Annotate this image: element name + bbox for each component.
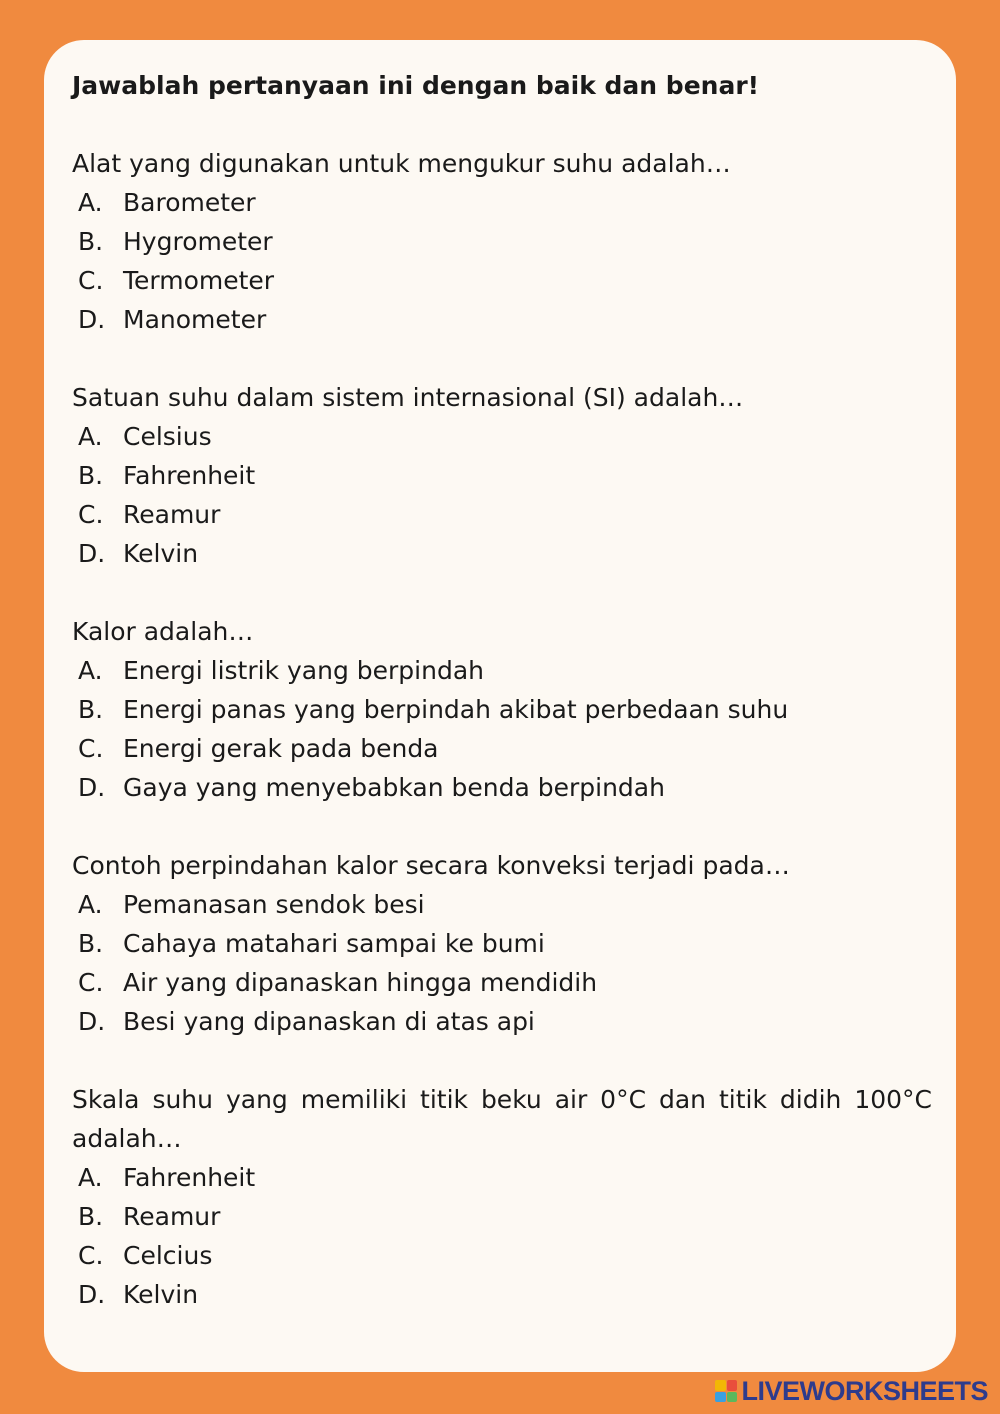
brand-name: LIVEWORKSHEETS (741, 1375, 988, 1406)
option-b[interactable] (72, 690, 932, 729)
option-letter: A. (78, 188, 103, 217)
option-letter: A. (78, 422, 103, 451)
option-letter: D. (78, 305, 106, 334)
logo-tile (727, 1380, 738, 1391)
option-b[interactable] (72, 456, 932, 495)
option-text: Air yang dipanaskan hingga mendidih (123, 968, 598, 997)
option-d[interactable] (72, 1275, 932, 1314)
question-1 (72, 144, 932, 339)
liveworksheets-logo-icon (715, 1380, 737, 1402)
option-d[interactable] (72, 534, 932, 573)
option-c[interactable] (72, 729, 932, 768)
option-text: Energi panas yang berpindah akibat perbedaan suhu (123, 695, 789, 724)
logo-tile (715, 1380, 726, 1391)
question-text: Satuan suhu dalam sistem internasional (SI) adalah… (72, 383, 744, 412)
option-text: Fahrenheit (123, 1163, 256, 1192)
option-letter: D. (78, 1007, 106, 1036)
option-c[interactable] (72, 261, 932, 300)
question-text: Alat yang digunakan untuk mengukur suhu adalah… (72, 149, 731, 178)
option-letter: C. (78, 968, 104, 997)
option-text: Reamur (123, 500, 221, 529)
option-a[interactable] (72, 1158, 932, 1197)
question-4 (72, 846, 932, 1041)
option-text: Celsius (123, 422, 212, 451)
option-letter: D. (78, 539, 106, 568)
option-b[interactable] (72, 1197, 932, 1236)
option-letter: C. (78, 266, 104, 295)
option-text: Fahrenheit (123, 461, 256, 490)
worksheet-content (72, 66, 932, 1353)
option-letter: B. (78, 461, 104, 490)
option-text: Termometer (123, 266, 275, 295)
liveworksheets-brand[interactable] (715, 1374, 988, 1408)
question-text: Kalor adalah… (72, 617, 254, 646)
option-d[interactable] (72, 300, 932, 339)
option-text: Hygrometer (123, 227, 273, 256)
option-b[interactable] (72, 924, 932, 963)
question-3 (72, 612, 932, 807)
option-letter: C. (78, 1241, 104, 1270)
question-2 (72, 378, 932, 573)
option-text: Barometer (123, 188, 256, 217)
option-a[interactable] (72, 885, 932, 924)
option-b[interactable] (72, 222, 932, 261)
option-c[interactable] (72, 495, 932, 534)
option-text: Energi gerak pada benda (123, 734, 439, 763)
option-letter: C. (78, 500, 104, 529)
option-d[interactable] (72, 1002, 932, 1041)
option-d[interactable] (72, 768, 932, 807)
option-text: Pemanasan sendok besi (123, 890, 425, 919)
option-a[interactable] (72, 183, 932, 222)
option-letter: A. (78, 1163, 103, 1192)
option-letter: A. (78, 890, 103, 919)
question-text: Contoh perpindahan kalor secara konveksi terjadi pada… (72, 851, 790, 880)
option-text: Gaya yang menyebabkan benda berpindah (123, 773, 665, 802)
option-text: Energi listrik yang berpindah (123, 656, 484, 685)
option-text: Reamur (123, 1202, 221, 1231)
option-letter: B. (78, 227, 104, 256)
logo-tile (727, 1392, 738, 1403)
option-c[interactable] (72, 1236, 932, 1275)
option-text: Celcius (123, 1241, 213, 1270)
option-text: Besi yang dipanaskan di atas api (123, 1007, 535, 1036)
instruction-heading: Jawablah pertanyaan ini dengan baik dan benar! (72, 71, 760, 100)
option-text: Manometer (123, 305, 267, 334)
option-text: Kelvin (123, 1280, 199, 1309)
option-letter: D. (78, 1280, 106, 1309)
option-a[interactable] (72, 651, 932, 690)
option-c[interactable] (72, 963, 932, 1002)
question-text: Skala suhu yang memiliki titik beku air 0°C dan titik didih 100°C adalah… (72, 1085, 932, 1153)
option-letter: C. (78, 734, 104, 763)
option-letter: D. (78, 773, 106, 802)
option-letter: B. (78, 929, 104, 958)
option-a[interactable] (72, 417, 932, 456)
question-5 (72, 1080, 932, 1314)
logo-tile (715, 1392, 726, 1403)
option-letter: B. (78, 1202, 104, 1231)
option-text: Cahaya matahari sampai ke bumi (123, 929, 545, 958)
option-text: Kelvin (123, 539, 199, 568)
option-letter: A. (78, 656, 103, 685)
option-letter: B. (78, 695, 104, 724)
